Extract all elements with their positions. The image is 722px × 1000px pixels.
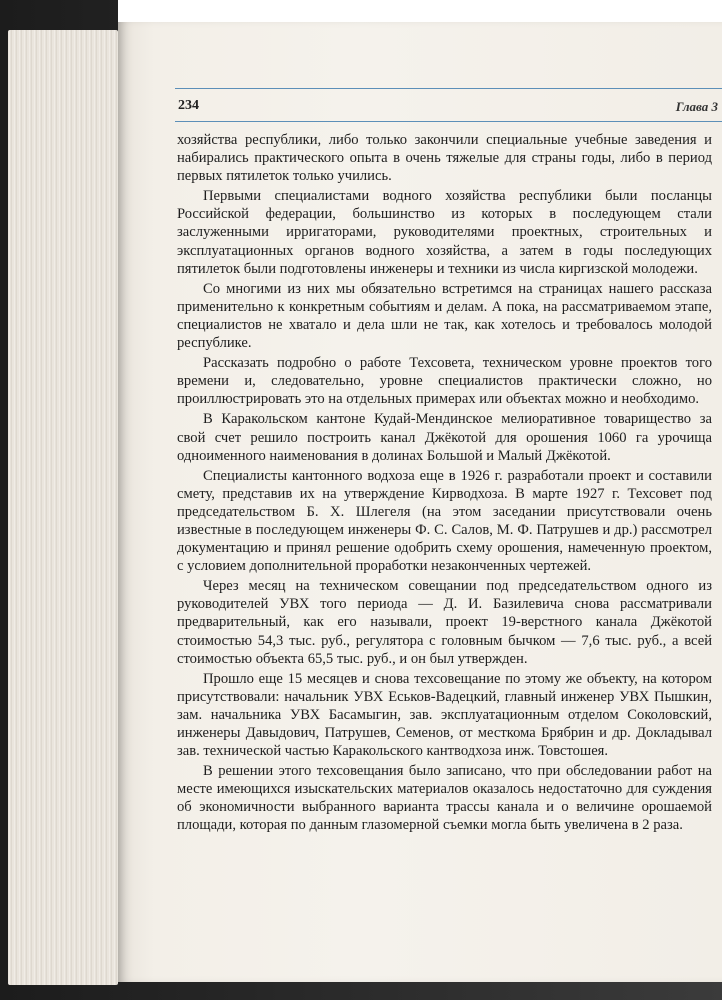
paragraph: Специалисты кантонного водхоза еще в 1926 г. разработали проект и составили смету, представив их на утверждение Кирводхоза. В марте 1927 г. Техсовет под председательством Б. Х. Шлегеля (на этом заседании присутствовали очень известные в последующем инженеры Ф. С. Салов, М. Ф. Патрушев и др.) рассмотрел документацию и принял решение одобрить схему орошения, намеченную проектом, с условием дополнительной проработки незаконченных чертежей.	[177, 467, 712, 575]
paragraph: Через месяц на техническом совещании под председательством одного из руководителей УВХ того периода — Д. И. Базилевича снова рассматривали предварительный, как его называли, проект 19-верстного канала Джёкотой стоимостью 54,3 тыс. руб., регулятора с головным бычком — 7,6 тыс. руб., а всей стоимостью объекта 65,5 тыс. руб., и он был утвержден.	[177, 578, 712, 667]
paragraph: В решении этого техсовещания было записано, что при обследовании работ на месте имеющихся изыскательских материалов оказалось недостаточно для суждения об экономичности выбранного варианта трассы канала и о величине орошаемой площади, которая по данным глазомерной съемки могла быть увеличена в 2 раза.	[177, 763, 712, 834]
header-rule-lower	[175, 121, 722, 122]
paragraph: Рассказать подробно о работе Техсовета, техническом уровне проектов того времени и, следовательно, уровне специалистов практически сложно, но проиллюстрировать это на отдельных примерах или объектах можно и необходимо.	[177, 355, 712, 408]
chapter-running-head: Глава 3	[675, 99, 718, 114]
header-rule	[175, 88, 722, 89]
scan-top-margin	[118, 0, 722, 22]
page-number: 234	[178, 98, 199, 113]
body-text	[177, 131, 712, 835]
paragraph: Прошло еще 15 месяцев и снова техсовещание по этому же объекту, на котором присутствовали: начальник УВХ Еськов-Вадецкий, главный инженер УВХ Пышкин, зам. начальника УВХ Басамыгин, зав. эксплуатационным отделом Соколовский, инженеры Давыдович, Патрушев, Семенов, от месткома Брябрин и др. Докладывал зав. технической частью Каракольского кантводхоза инж. Товстошея.	[177, 670, 712, 760]
paragraph: Со многими из них мы обязательно встретимся на страницах нашего рассказа применительно к конкретным событиям и делам. А пока, на рассматриваемом этапе, специалистов не хватало и дела шли не так, как хотелось и требовалось молодой республике.	[177, 280, 712, 352]
paragraph: В Каракольском кантоне Кудай-Мендинское мелиоративное товарищество за свой счет решило построить канал Джёкотой для орошения 1060 га урочища одноименного наименования в долинах Большой и Малый Джёкотой.	[177, 411, 712, 464]
paragraph: хозяйства республики, либо только закончили специальные учебные заведения и набирались практического опыта в очень тяжелые для страны годы, либо в период первых пятилеток только учились.	[177, 132, 712, 185]
paragraph: Первыми специалистами водного хозяйства республики были посланцы Российской федерации, большинство из которых в последующем стали заслуженными ирригаторами, руководителями проектных, строительных и эксплуатационных органов водного хозяйства, а затем в годы последующих пятилеток были подготовлены инженеры и техники из числа киргизской молодежи.	[177, 188, 712, 277]
book-page-edges	[8, 30, 118, 985]
